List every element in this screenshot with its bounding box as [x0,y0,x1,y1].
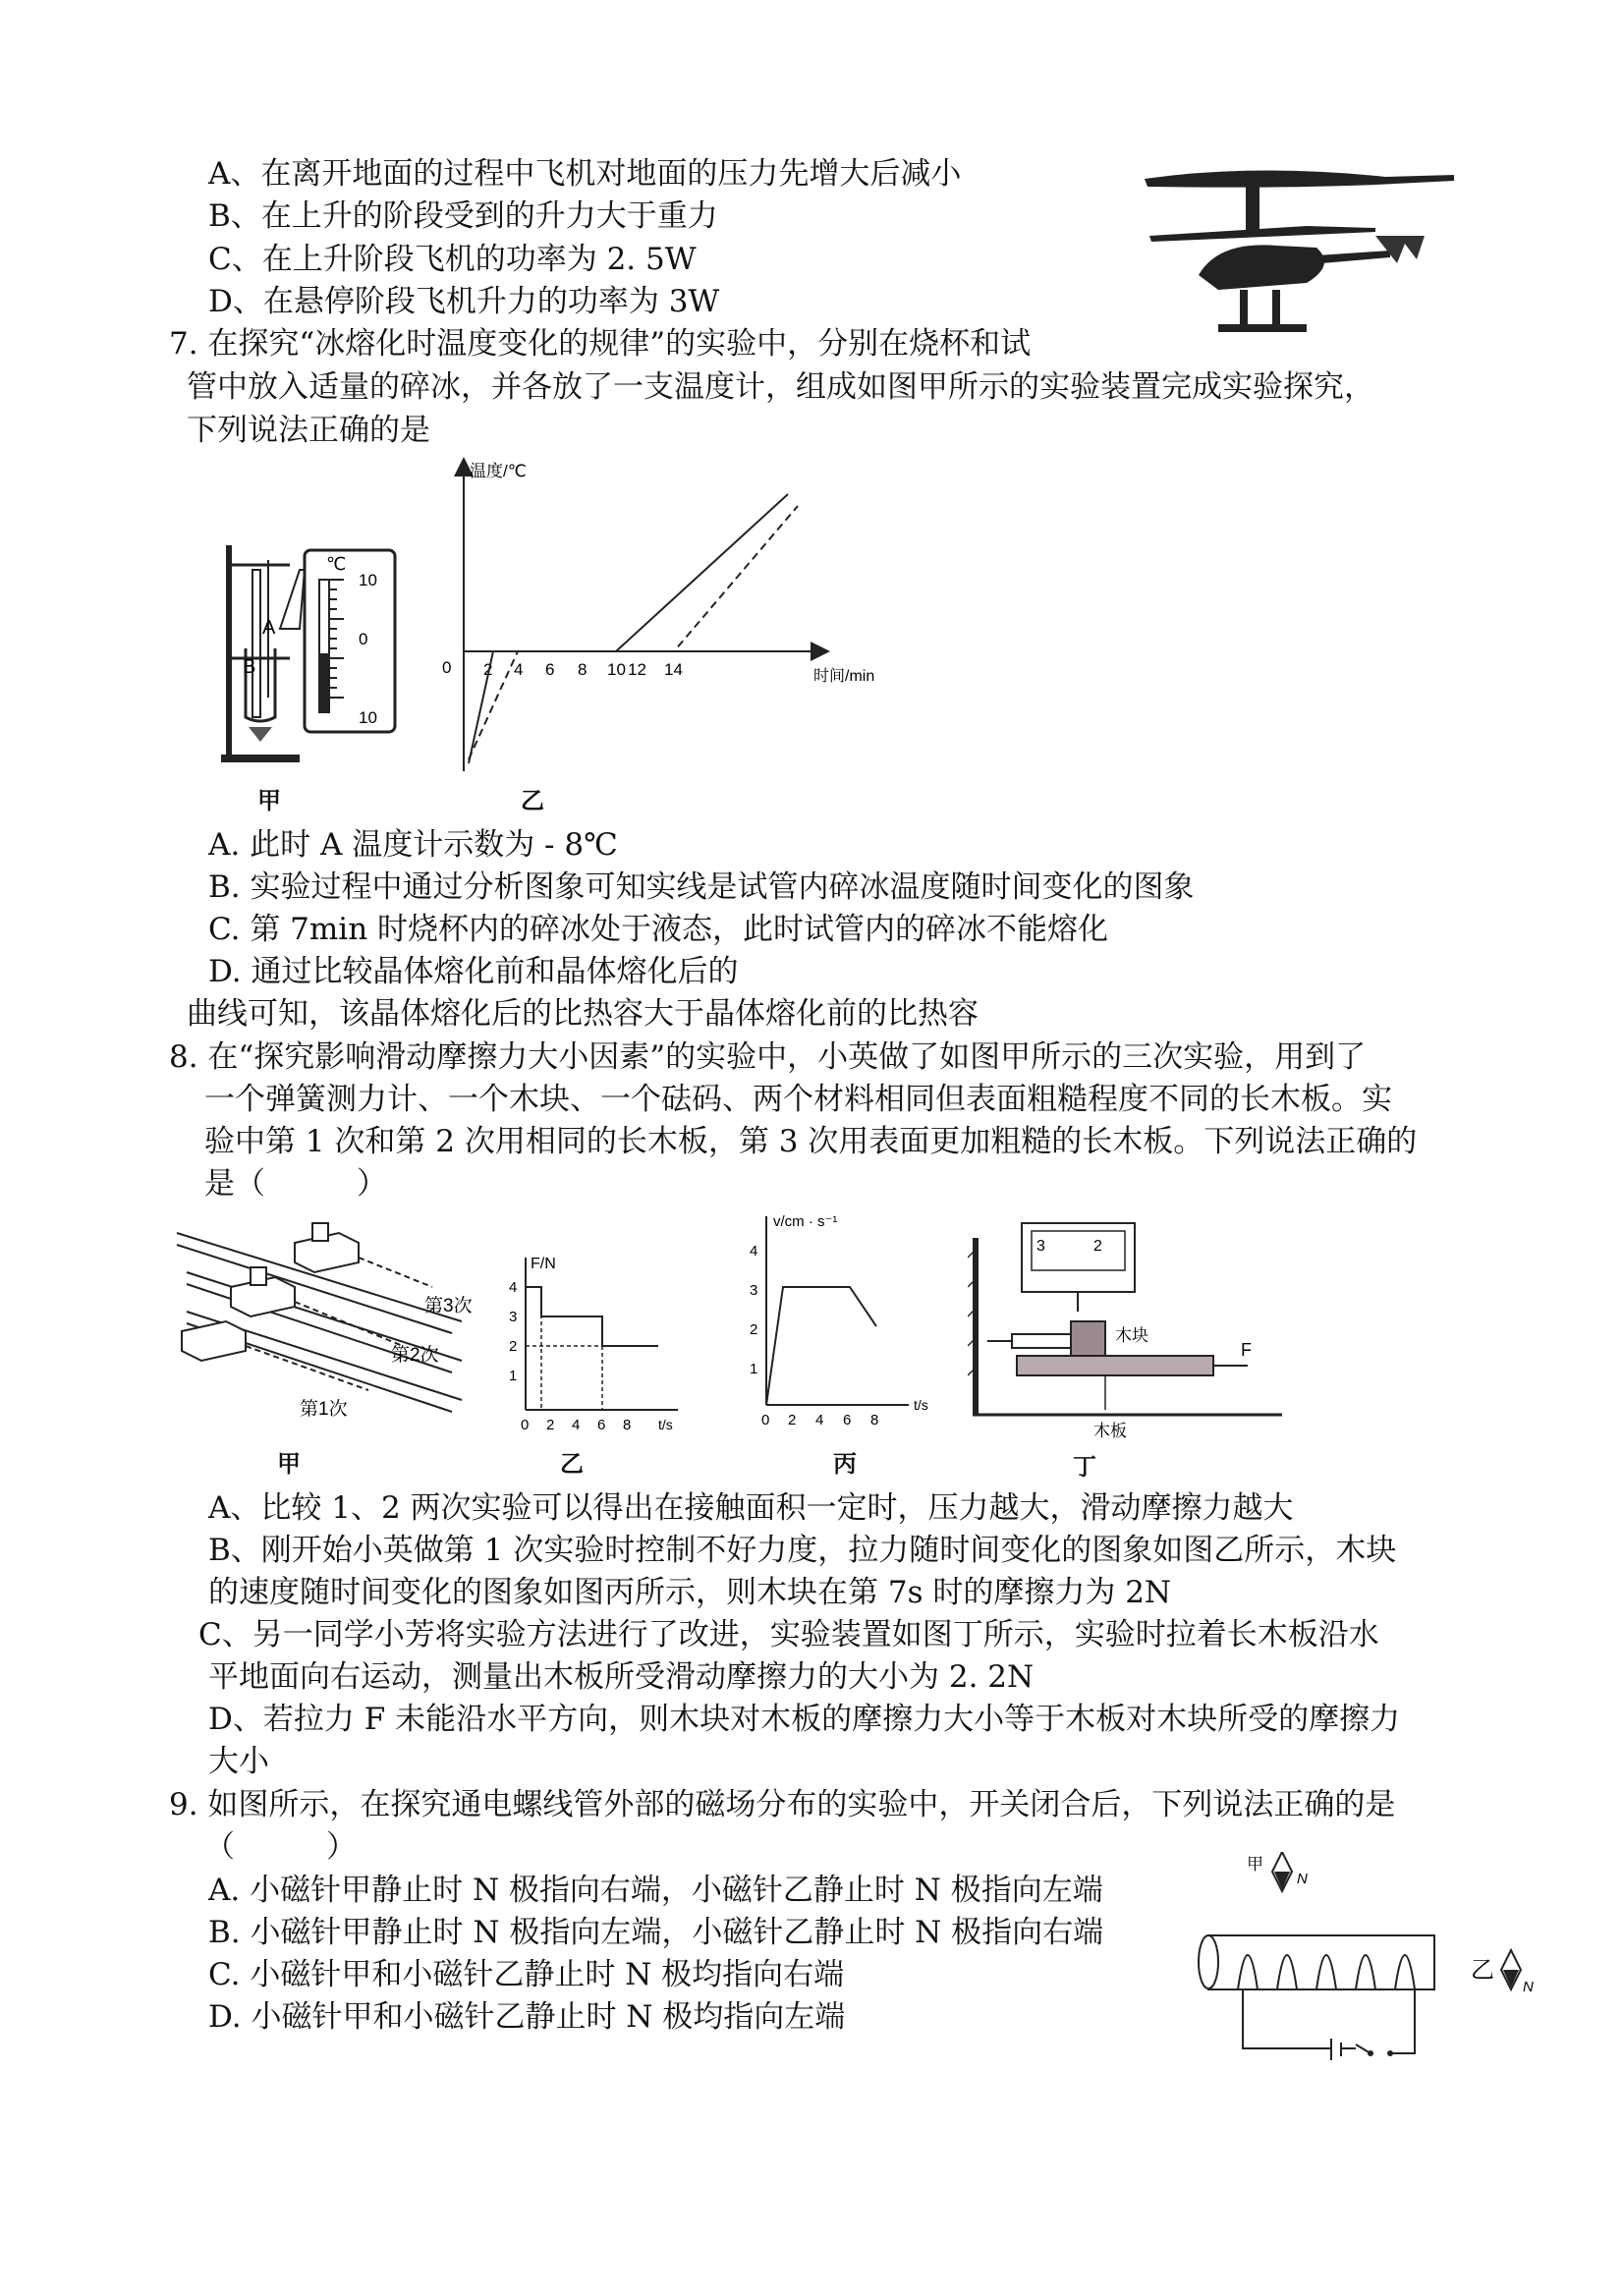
q8-vt-xtick: 8 [870,1412,879,1428]
q6-option-c: C、在上升阶段飞机的功率为 2. 5W [208,242,697,277]
q8-option-a: A、比较 1、2 两次实验可以得出在接触面积一定时，压力越大，滑动摩擦力越大 [208,1490,1294,1526]
q8-vt-xlabel: t/s [914,1397,928,1413]
block-trial-3 [295,1223,359,1272]
q7-xtick: 2 [483,660,493,679]
q8-fig-bing-caption: 丙 [833,1450,857,1478]
q8-vt-xtick: 4 [815,1412,824,1428]
q6-option-a: A、在离开地面的过程中飞机对地面的压力先增大后减小 [208,156,962,192]
q8-ft-ylabel: F/N [531,1256,556,1272]
trial-2-label: 第2次 [391,1345,439,1366]
board-label: 木板 [1093,1422,1127,1440]
q8-vt-ytick: 3 [750,1282,758,1299]
q7-option-b: B. 实验过程中通过分析图象可知实线是试管内碎冰温度随时间变化的图象 [208,869,1195,905]
q9-option-c: C. 小磁针甲和小磁针乙静止时 N 极均指向右端 [208,1957,845,1992]
q7-xtick: 8 [578,660,588,679]
compass-needle-jia [1272,1852,1292,1891]
q9-solenoid-figure [1184,1852,1547,2063]
q8-stem-line-1: 8. 在“探究影响滑动摩擦力大小因素”的实验中，小英做了如图甲所示的三次实验，用到了 [169,1039,1367,1075]
q8-stem-line-3: 验中第 1 次和第 2 次用相同的长木板，第 3 次用表面更加粗糙的长木板。下列说法正确的 [204,1124,1418,1159]
scale-3-label: 3 [1036,1238,1045,1255]
q8-ft-curve [526,1287,658,1346]
q7-xtick: 10 [607,660,626,679]
q8-fig-ding-caption: 丁 [1073,1453,1096,1481]
q7-option-a: A. 此时 A 温度计示数为 - 8℃ [208,827,618,863]
q8-fig-jia-caption: 甲 [277,1450,301,1478]
trial-1-label: 第1次 [300,1399,348,1420]
q8-ft-xtick: 0 [521,1417,530,1433]
block-trial-1 [182,1321,246,1361]
needle-jia-label: 甲 [1247,1855,1263,1874]
q7-solid-curve [469,494,788,763]
thermometer-tick-middle: 0 [359,630,368,648]
q8-ft-ytick: 3 [509,1309,518,1325]
q8-ft-ytick: 2 [509,1338,518,1355]
needle-yi-label: 乙 [1471,1957,1494,1984]
q9-option-a: A. 小磁针甲静止时 N 极指向右端，小磁针乙静止时 N 极指向左端 [208,1873,1103,1908]
force-label: F [1241,1340,1252,1360]
q8-ft-xtick: 6 [597,1417,606,1433]
q9-option-d: D. 小磁针甲和小磁针乙静止时 N 极均指向左端 [208,1999,846,2035]
q7-fig-yi-caption: 乙 [521,787,544,814]
q7-apparatus-figure [221,531,457,766]
q8-option-c-continued: 平地面向右运动，测量出木板所受滑动摩擦力的大小为 2. 2N [208,1659,1035,1695]
thermometer-tick-bottom: 10 [359,708,377,727]
needle-jia-n: N [1297,1871,1308,1887]
q9-option-b: B. 小磁针甲静止时 N 极指向左端，小磁针乙静止时 N 极指向右端 [208,1915,1104,1950]
q8-force-time-graph [501,1253,688,1434]
q7-option-d: D. 通过比较晶体熔化前和晶体熔化后的 [208,954,739,989]
block-label: 木块 [1115,1326,1148,1345]
q8-option-b-continued: 的速度随时间变化的图象如图丙所示，则木块在第 7s 时的摩擦力为 2N [208,1575,1172,1610]
q6-option-d: D、在悬停阶段飞机升力的功率为 3W [208,284,720,319]
block-trial-2 [231,1267,295,1316]
q8-stem-line-2: 一个弹簧测力计、一个木块、一个砝码、两个材料相同但表面粗糙程度不同的长木板。实 [204,1082,1392,1117]
q8-ft-xtick: 2 [546,1417,555,1433]
q8-vt-curve [766,1287,876,1405]
q8-stem-line-4: 是（ ） [204,1166,387,1202]
q7-stem-line-2: 管中放入适量的碎冰，并各放了一支温度计，组成如图甲所示的实验装置完成实验探究， [187,369,1374,405]
q9-stem-line-1: 9. 如图所示，在探究通电螺线管外部的磁场分布的实验中，开关闭合后，下列说法正确的是 [169,1787,1396,1822]
q7-xtick: 12 [628,660,646,679]
q7-xtick: 4 [514,660,524,679]
q6-option-b: B、在上升的阶段受到的升力大于重力 [208,198,718,234]
q8-vt-ytick: 2 [750,1321,758,1338]
q7-temperature-graph [432,457,923,801]
solenoid [1199,1935,1434,1989]
q7-stem-line-1: 7. 在探究“冰熔化时温度变化的规律”的实验中，分别在烧杯和试 [169,326,1032,362]
q8-ft-ytick: 1 [509,1368,518,1384]
q8-option-b: B、刚开始小英做第 1 次实验时控制不好力度，拉力随时间变化的图象如图乙所示，木块 [208,1533,1397,1568]
q8-option-d-continued: 大小 [208,1744,269,1779]
thermometer-unit: ℃ [326,554,347,574]
q8-vt-ylabel: v/cm · s⁻¹ [773,1213,838,1230]
q8-option-d: D、若拉力 F 未能沿水平方向，则木块对木板的摩擦力大小等于木板对木块所受的摩擦力 [208,1702,1401,1737]
q8-velocity-time-graph [742,1208,938,1429]
scale-2-label: 2 [1093,1238,1102,1255]
q7-fig-jia-caption: 甲 [257,787,281,814]
q8-ft-xtick: 8 [623,1417,632,1433]
q8-option-c: C、另一同学小芳将实验方法进行了改进，实验装置如图丁所示，实验时拉着长木板沿水 [198,1617,1379,1652]
q8-vt-ytick: 1 [750,1361,758,1377]
q7-graph-xlabel: 时间/min [813,668,875,685]
q7-xtick: 14 [664,660,683,679]
q8-ft-xtick: 4 [572,1417,581,1433]
trial-3-label: 第3次 [424,1296,473,1316]
q7-option-d-continued: 曲线可知，该晶体熔化后的比热容大于晶体熔化前的比热容 [187,996,979,1032]
q7-stem-line-3: 下列说法正确的是 [187,413,430,448]
q7-dashed-curve [469,506,798,759]
circuit-wire [1243,1989,1415,2060]
thermometer-a-label: A [262,617,276,639]
q8-vt-xtick: 6 [843,1412,852,1428]
helicopter-image [1140,157,1474,344]
q7-option-c: C. 第 7min 时烧杯内的碎冰处于液态，此时试管内的碎冰不能熔化 [208,912,1109,947]
q8-ft-xlabel: t/s [658,1417,673,1432]
wooden-block [1071,1321,1105,1356]
thermometer-b-label: B [243,656,256,678]
q8-trials-figure [167,1213,540,1439]
thermometer-tick-top: 10 [359,571,377,589]
q8-ft-ytick: 4 [509,1279,518,1296]
q7-graph-origin: 0 [442,658,452,677]
q9-stem-line-2: （ ） [204,1829,357,1865]
wooden-board [1017,1356,1213,1375]
q8-vt-xtick: 0 [761,1412,770,1428]
q8-vt-xtick: 2 [788,1412,797,1428]
q7-xtick: 6 [545,660,555,679]
q8-improved-apparatus [968,1218,1292,1444]
compass-needle-yi [1501,1950,1521,1989]
needle-yi-n: N [1523,1979,1534,1995]
q8-vt-ytick: 4 [750,1243,758,1260]
q7-graph-ylabel: 温度/℃ [470,462,527,480]
q8-fig-yi-caption: 乙 [560,1450,584,1478]
